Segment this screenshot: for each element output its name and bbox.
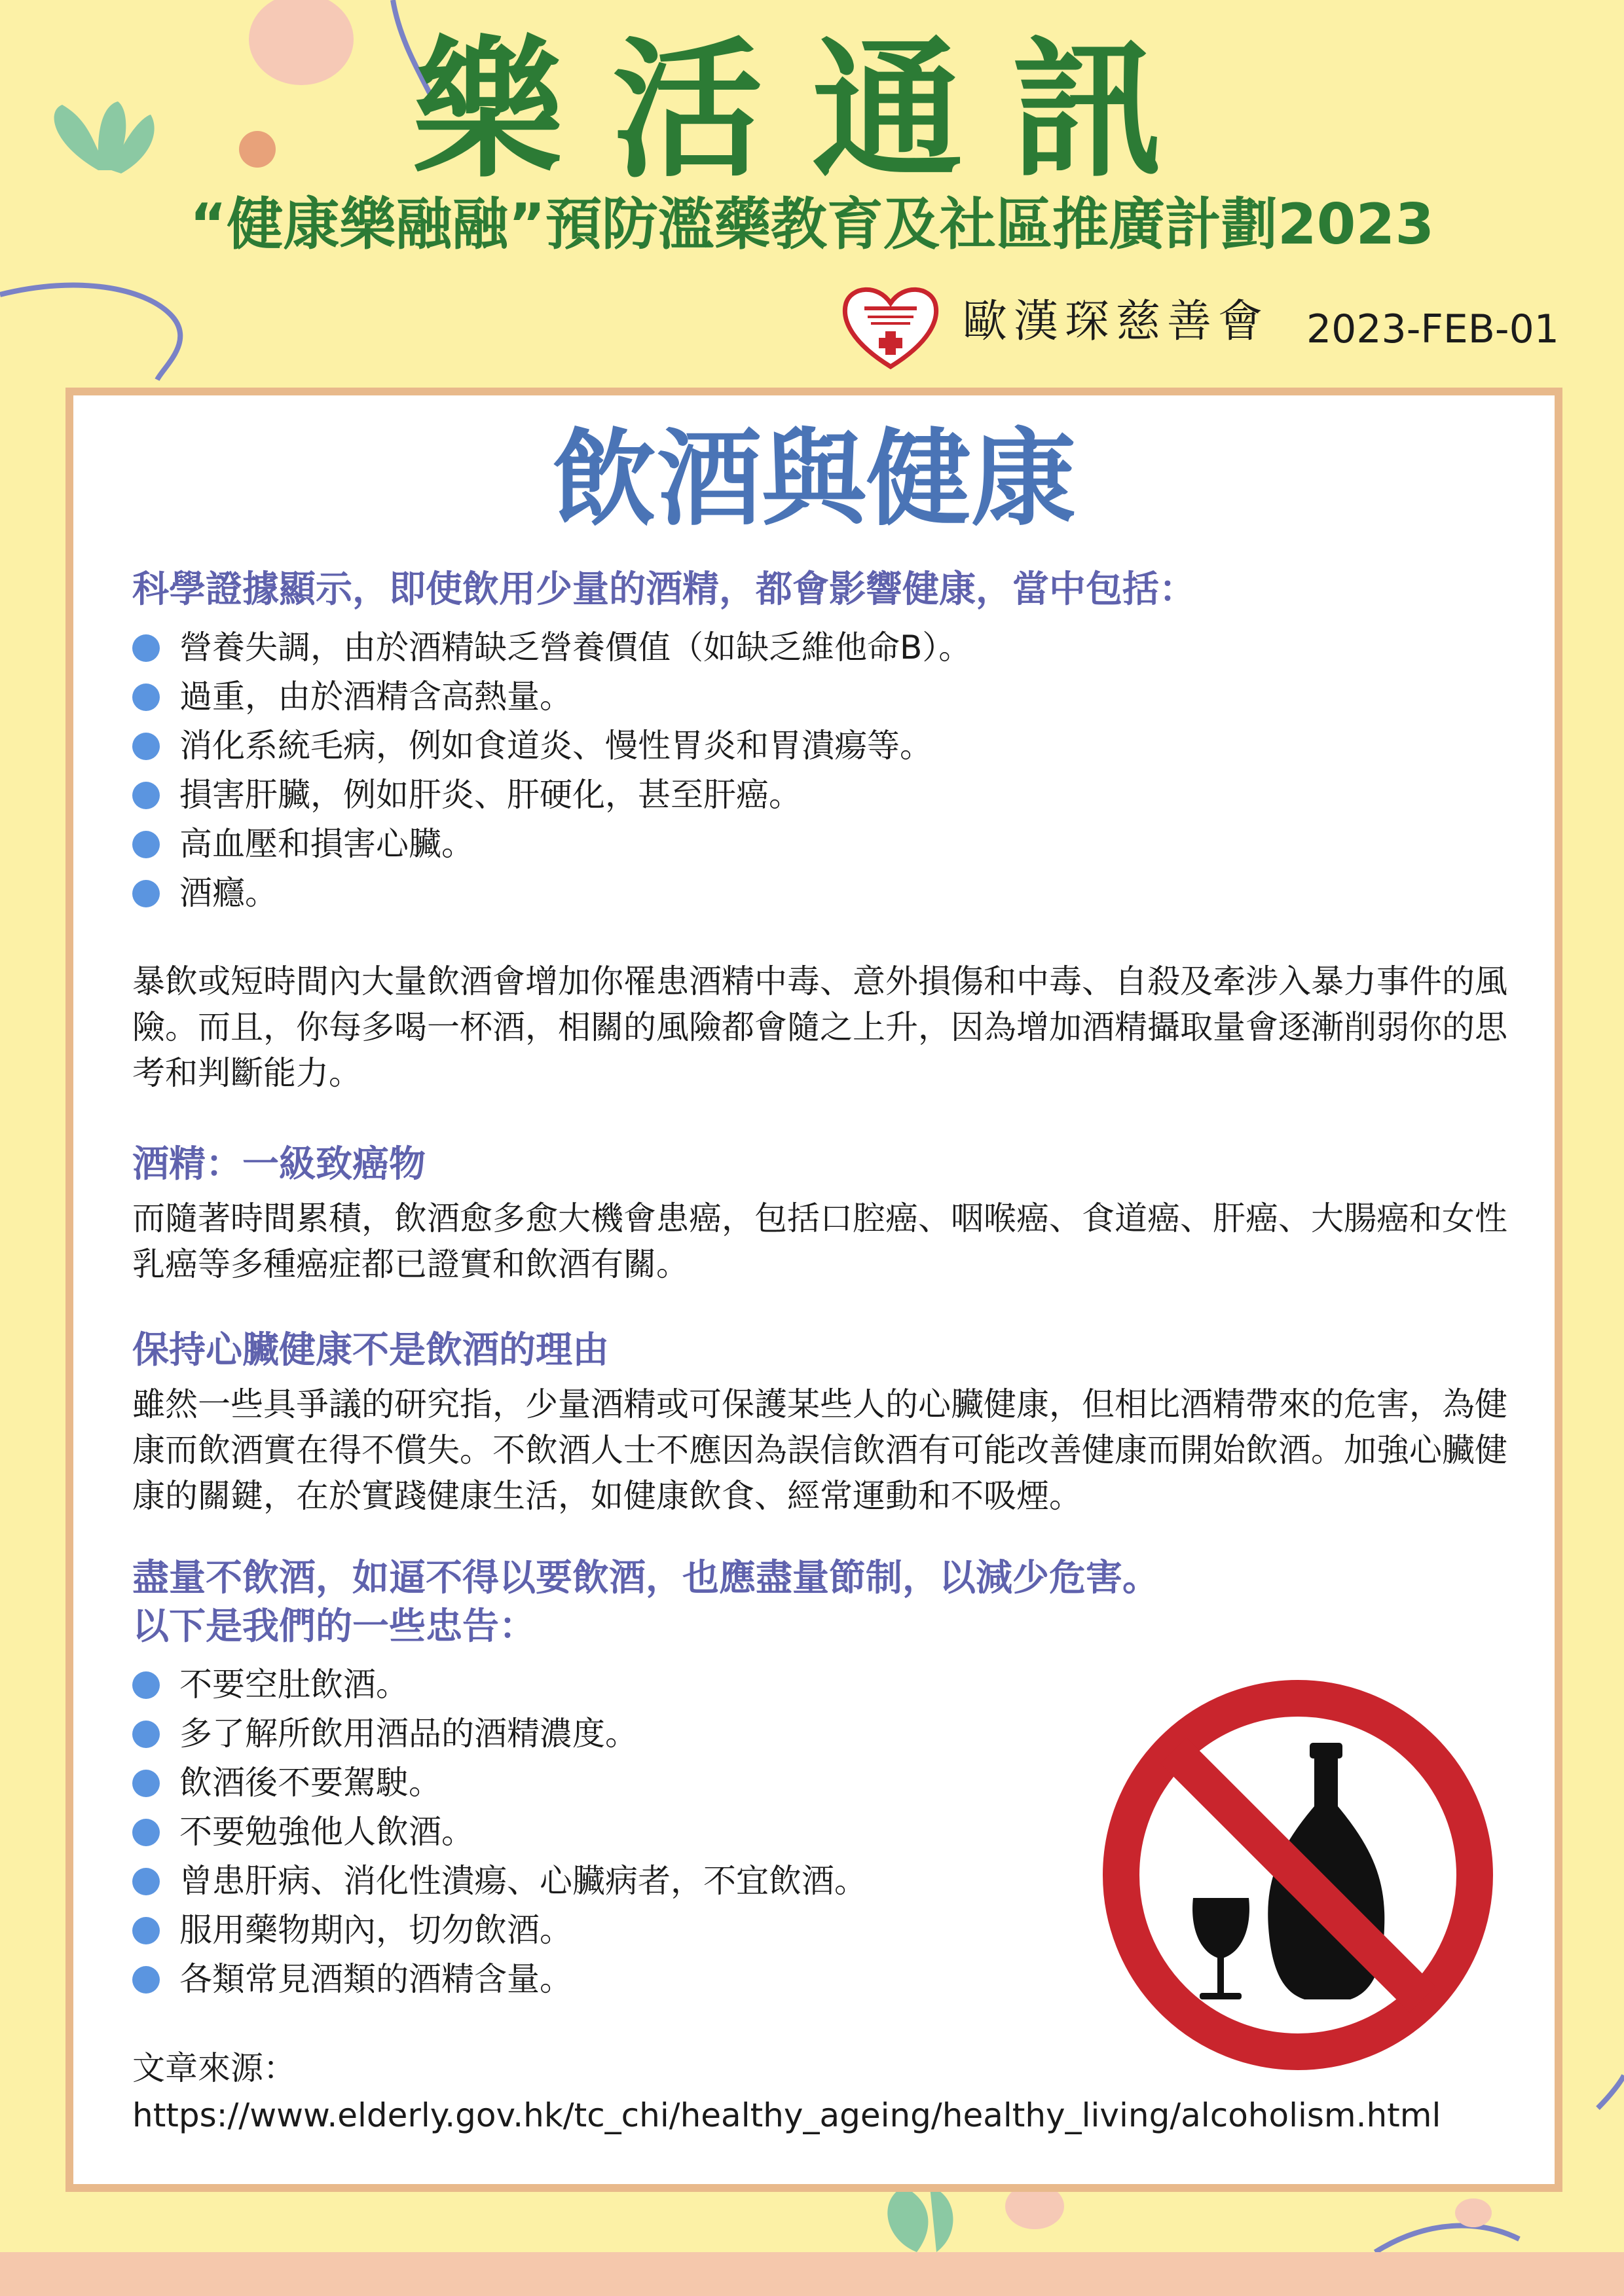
section4-heading-line1: 盡量不飲酒，如逼不得以要飲酒，也應盡量節制，以減少危害。 bbox=[132, 1557, 1159, 1599]
list-item: 損害肝臟，例如肝炎、肝硬化，甚至肝癌。 bbox=[132, 771, 971, 820]
bullet-dot-icon bbox=[132, 1868, 160, 1895]
list-item: 高血壓和損害心臟。 bbox=[132, 820, 971, 869]
bullet-dot-icon bbox=[132, 782, 160, 809]
bullet-dot-icon bbox=[132, 1671, 160, 1699]
bullet-dot-icon bbox=[132, 1721, 160, 1748]
newsletter-title: 樂活通訊 bbox=[413, 24, 1211, 198]
list-item: 多了解所飲用酒品的酒精濃度。 bbox=[132, 1709, 867, 1758]
bullet-dot-icon bbox=[132, 683, 160, 711]
bullet-dot-icon bbox=[132, 1966, 160, 1994]
list-item: 曾患肝病、消化性潰瘍、心臟病者，不宜飲酒。 bbox=[132, 1857, 867, 1906]
organization-name: 歐漢琛慈善會 bbox=[963, 296, 1270, 348]
no-alcohol-icon bbox=[1088, 1666, 1507, 2085]
heart-logo-icon bbox=[838, 280, 943, 372]
list-item: 服用藥物期內，切勿飲酒。 bbox=[132, 1906, 867, 1955]
bullet-dot-icon bbox=[132, 634, 160, 662]
list-item: 不要勉強他人飲酒。 bbox=[132, 1808, 867, 1857]
list-item: 營養失調，由於酒精缺乏營養價值（如缺乏維他命B）。 bbox=[132, 623, 971, 672]
section2-heading: 酒精：一級致癌物 bbox=[132, 1143, 426, 1186]
bullet-dot-icon bbox=[132, 831, 160, 858]
list-item: 酒癮。 bbox=[132, 869, 971, 918]
source-url: https://www.elderly.gov.hk/tc_chi/healthy_ageing/healthy_living/alcoholism.html bbox=[132, 2096, 1441, 2134]
advice-list bbox=[132, 1660, 867, 2004]
bullet-dot-icon bbox=[132, 880, 160, 907]
list-item: 各類常見酒類的酒精含量。 bbox=[132, 1955, 867, 2004]
health-effects-list bbox=[132, 623, 971, 918]
list-item: 消化系統毛病，例如食道炎、慢性胃炎和胃潰瘍等。 bbox=[132, 721, 971, 771]
article-card bbox=[65, 388, 1562, 2192]
program-subtitle: “健康樂融融”預防濫藥教育及社區推廣計劃2023 bbox=[189, 192, 1435, 257]
list-item: 飲酒後不要駕駛。 bbox=[132, 1758, 867, 1808]
section3-heading: 保持心臟健康不是飲酒的理由 bbox=[132, 1329, 609, 1372]
bottom-band bbox=[0, 2252, 1624, 2296]
bullet-dot-icon bbox=[132, 733, 160, 760]
section1-heading: 科學證據顯示，即使飲用少量的酒精，都會影響健康，當中包括： bbox=[132, 568, 1196, 611]
section4-heading-line2: 以下是我們的一些忠告： bbox=[132, 1605, 536, 1648]
bullet-dot-icon bbox=[132, 1819, 160, 1846]
source-label: 文章來源： bbox=[132, 2049, 296, 2087]
bullet-dot-icon bbox=[132, 1770, 160, 1797]
section3-paragraph: 雖然一些具爭議的研究指，少量酒精或可保護某些人的心臟健康，但相比酒精帶來的危害，為健康而飲酒實在得不償失。不飲酒人士不應因為誤信飲酒有可能改善健康而開始飲酒。加強心臟健康的關鍵，在於實踐健康生活，如健康飲食、經常運動和不吸煙。 bbox=[132, 1385, 1507, 1515]
list-item: 過重，由於酒精含高熱量。 bbox=[132, 672, 971, 721]
bullet-dot-icon bbox=[132, 1917, 160, 1944]
list-item: 不要空肚飲酒。 bbox=[132, 1660, 867, 1709]
issue-date: 2023-FEB-01 bbox=[1306, 306, 1559, 352]
section1-paragraph: 暴飲或短時間內大量飲酒會增加你罹患酒精中毒、意外損傷和中毒、自殺及牽涉入暴力事件的風險。而且，你每多喝一杯酒，相關的風險都會隨之上升，因為增加酒精攝取量會逐漸削弱你的思考和判斷能力。 bbox=[132, 962, 1507, 1092]
article-title: 飲酒與健康 bbox=[551, 418, 1076, 540]
section2-paragraph: 而隨著時間累積，飲酒愈多愈大機會患癌，包括口腔癌、咽喉癌、食道癌、肝癌、大腸癌和女性乳癌等多種癌症都已證實和飲酒有關。 bbox=[132, 1199, 1507, 1283]
